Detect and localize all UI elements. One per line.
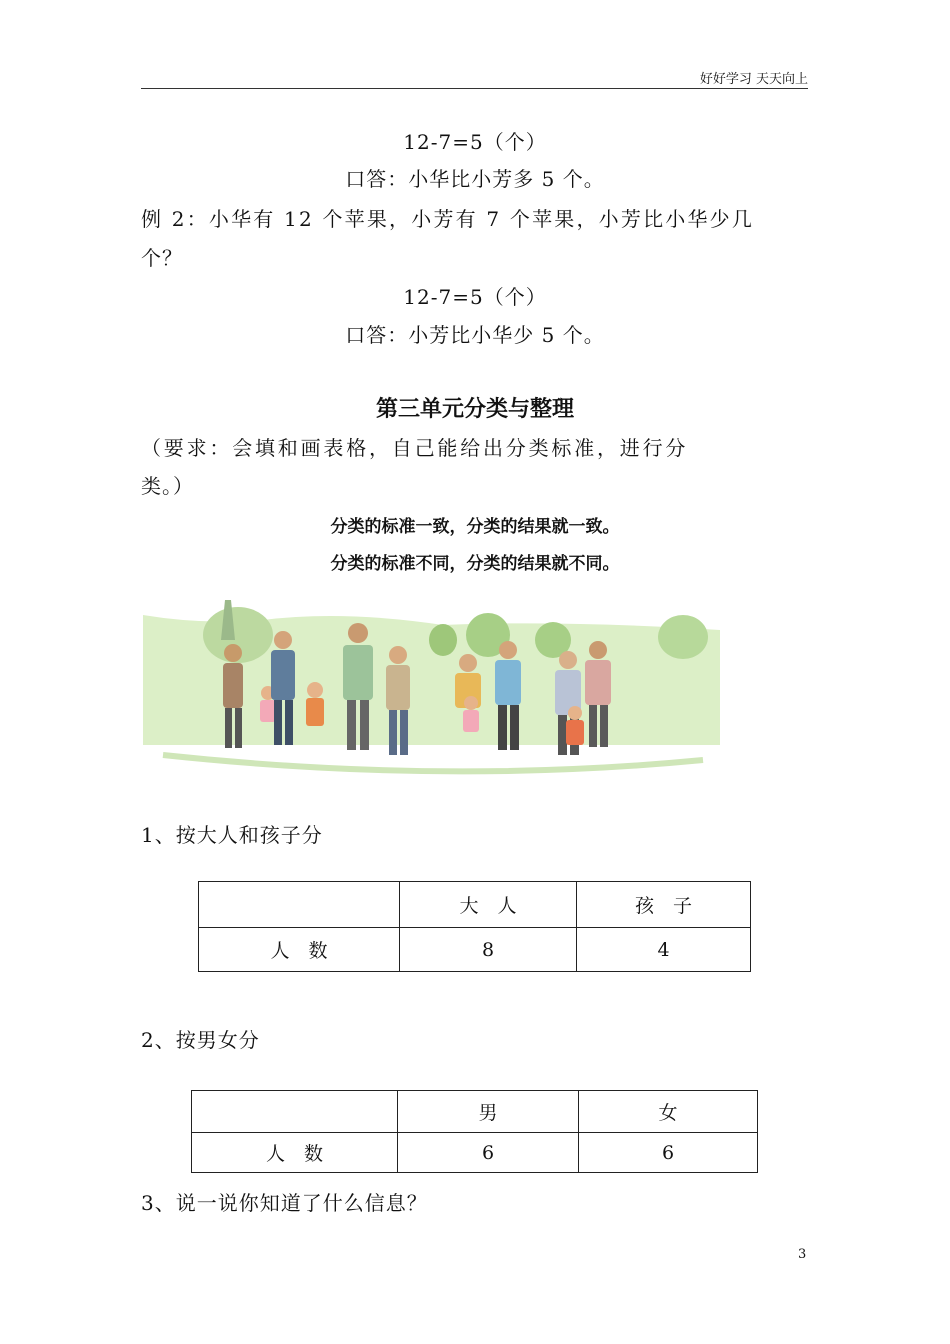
unit-title: 第三单元分类与整理 bbox=[375, 397, 574, 422]
table-row-label: 人 数 bbox=[192, 1133, 398, 1173]
example1-equation: 12-7=5（个） bbox=[403, 130, 547, 154]
header-motto: 好好学习 天天向上 bbox=[699, 72, 808, 87]
example2-answer: 口答：小芳比小华少 5 个。 bbox=[345, 323, 605, 347]
example2-equation: 12-7=5（个） bbox=[403, 285, 547, 309]
task1-heading: 1、按大人和孩子分 bbox=[141, 823, 323, 847]
table-cell-female-count: 6 bbox=[579, 1133, 758, 1173]
unit-requirement-line1: （要求：会填和画表格，自己能给出分类标准，进行分 bbox=[141, 436, 689, 460]
example2-question-line1: 例 2：小华有 12 个苹果，小芳有 7 个苹果，小芳比小华少几 bbox=[141, 207, 755, 231]
table-corner-cell bbox=[192, 1091, 398, 1133]
classification-rule-1: 分类的标准一致，分类的结果就一致。 bbox=[330, 517, 620, 537]
page-header bbox=[141, 68, 808, 89]
family-outing-illustration bbox=[143, 595, 720, 795]
example1-answer: 口答：小华比小芳多 5 个。 bbox=[345, 167, 605, 191]
table-corner-cell bbox=[199, 882, 400, 928]
table-header-adults: 大 人 bbox=[400, 882, 577, 928]
classification-rule-2: 分类的标准不同，分类的结果就不同。 bbox=[330, 554, 620, 574]
task2-heading: 2、按男女分 bbox=[141, 1028, 260, 1052]
table-row-label: 人 数 bbox=[199, 928, 400, 972]
male-female-table bbox=[191, 1090, 758, 1173]
tower-icon bbox=[221, 600, 235, 640]
table-header-children: 孩 子 bbox=[577, 882, 751, 928]
table-header-female: 女 bbox=[579, 1091, 758, 1133]
adults-children-table bbox=[198, 881, 751, 972]
table-cell-adults-count: 8 bbox=[400, 928, 577, 972]
page-number: 3 bbox=[798, 1247, 807, 1262]
example2-question-line2: 个？ bbox=[141, 246, 183, 270]
unit-requirement-line2: 类。） bbox=[141, 474, 194, 498]
table-cell-male-count: 6 bbox=[398, 1133, 579, 1173]
table-cell-children-count: 4 bbox=[577, 928, 751, 972]
table-header-male: 男 bbox=[398, 1091, 579, 1133]
task3-heading: 3、说一说你知道了什么信息？ bbox=[141, 1191, 428, 1215]
